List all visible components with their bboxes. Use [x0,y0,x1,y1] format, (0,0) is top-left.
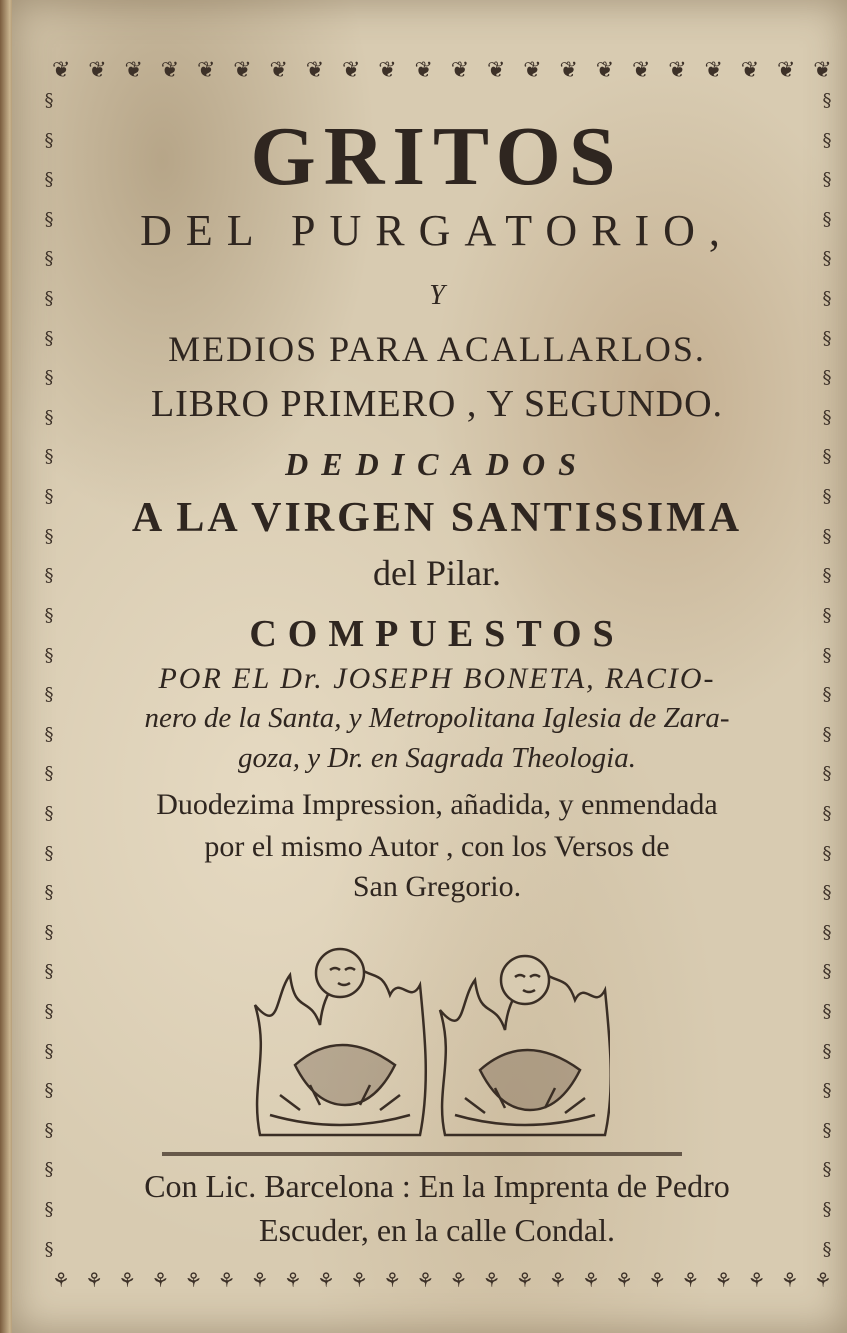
title-conjunction: Y [429,280,445,311]
title-page [12,0,847,1333]
dedication-pilar: del Pilar. [373,553,501,593]
imprint-rule [162,1152,682,1156]
subtitle-libro: LIBRO PRIMERO , Y SEGUNDO. [150,383,724,425]
edition-line-3: San Gregorio. [352,870,522,903]
edition-line-1: Duodezima Impression, añadida, y enmendada [156,788,718,821]
right-soul-figure [440,956,610,1135]
dedication-virgen: A LA VIRGEN SANTISSIMA [131,495,743,541]
left-soul-figure [255,949,426,1135]
subtitle-medios: MEDIOS PARA ACALLARLOS. [168,329,706,369]
ornament-border-right: § § § § § § § § § § § § § § § § § § § § § § § § § § § § § § [822,90,832,1260]
imprint-line-2: Escuder, en la calle Condal. [259,1212,615,1248]
author-line-1: POR EL Dr. JOSEPH BONETA, RACIO- [158,662,716,695]
title-gritos: GRITOS [250,110,624,203]
ornament-border-top: ❦ ❦ ❦ ❦ ❦ ❦ ❦ ❦ ❦ ❦ ❦ ❦ ❦ ❦ ❦ ❦ ❦ ❦ ❦ ❦ ❦ ❦ [52,57,832,83]
ornament-border-left: § § § § § § § § § § § § § § § § § § § § § § § § § § § § § § [44,90,54,1260]
dedication-heading: DEDICADOS [285,446,589,482]
ornament-border-bottom: ⚘ ⚘ ⚘ ⚘ ⚘ ⚘ ⚘ ⚘ ⚘ ⚘ ⚘ ⚘ ⚘ ⚘ ⚘ ⚘ ⚘ ⚘ ⚘ ⚘ ⚘ ⚘ ⚘ ⚘ [52,1268,832,1292]
edition-line-2: por el mismo Autor , con los Versos de [204,830,670,863]
author-heading: COMPUESTOS [249,613,625,655]
souls-in-flames-woodcut [250,935,610,1145]
author-line-3: goza, y Dr. en Sagrada Theologia. [238,742,636,774]
author-line-2: nero de la Santa, y Metropolitana Iglesia de Zara- [144,702,730,734]
title-purgatorio: DEL PURGATORIO, [140,206,734,255]
imprint-line-1: Con Lic. Barcelona : En la Imprenta de Pedro [144,1168,730,1204]
